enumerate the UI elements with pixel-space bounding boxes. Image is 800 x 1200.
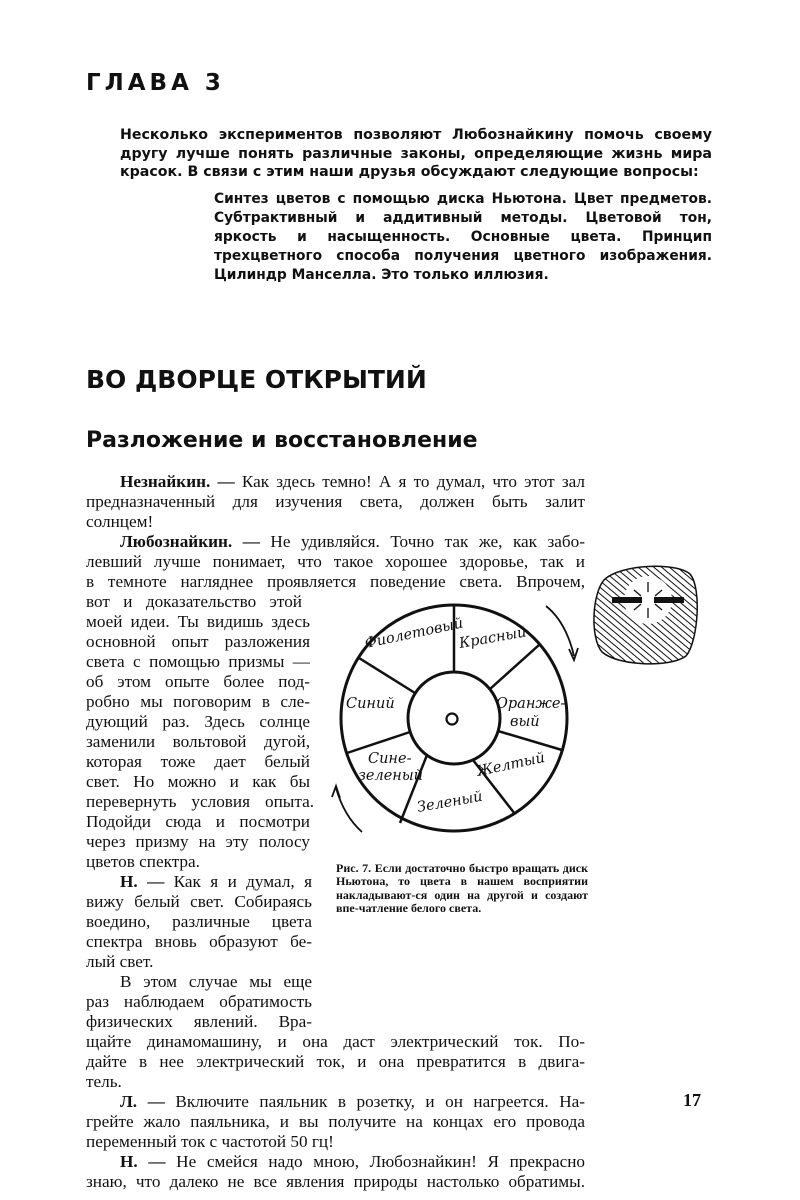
body-line — [120, 1092, 585, 1112]
body-line — [86, 612, 310, 632]
line-text: Как я и думал, я — [164, 872, 313, 891]
body-line — [86, 832, 310, 852]
speaker-name: Любознайкин. — — [120, 532, 260, 551]
body-line — [86, 672, 310, 692]
body-line — [86, 812, 310, 832]
segment-blue-label: Синий — [346, 696, 395, 712]
newton-disc — [326, 600, 586, 860]
body-line — [86, 492, 585, 512]
line-text: Подойди сюда и посмотри — [86, 812, 310, 831]
segment-green-label: Зеленый — [415, 788, 484, 816]
body-line — [86, 1052, 585, 1072]
line-text: спектра вновь образуют бе- — [86, 932, 312, 951]
line-text: воедино, различные цвета — [86, 912, 312, 931]
line-text: В этом случае мы еще — [120, 972, 312, 991]
speaker-name: Л. — — [120, 1092, 165, 1111]
line-text: дующий раз. Здесь солнце — [86, 712, 310, 731]
line-text: об этом опыте более под- — [86, 672, 310, 691]
body-line — [86, 712, 310, 732]
line-text: Включите паяльник в розетку, и он нагреется. На- — [164, 1092, 586, 1111]
segment-yellow-label: Желтый — [475, 749, 547, 780]
chapter-intro: Несколько экспериментов позволяют Любознайкину помочь своему другу лучше понять различные законы, определяющие жизнь мира красок. В связи с этим наши друзья обсуждают следующие вопросы: — [120, 127, 712, 180]
figure-caption: Рис. 7. Если достаточно быстро вращать диск Ньютона, то цвета в нашем восприятии накладывают-ся один на другой и создают впе-чатление белого света. — [336, 861, 588, 916]
line-text: Не удивляйся. Точно так же, как забо- — [259, 532, 585, 551]
body-line — [120, 472, 585, 492]
body-line — [86, 632, 310, 652]
body-line — [86, 1032, 585, 1052]
line-text: заменили вольтовой дугой, — [86, 732, 310, 751]
body-line — [86, 1172, 585, 1192]
line-text: лый свет. — [86, 952, 154, 971]
segment-bluegreen-label-2: зеленый — [358, 768, 424, 784]
chapter-title: ГЛАВА 3 — [86, 70, 225, 96]
rotation-arrow-top — [546, 606, 574, 656]
line-text: через призму на эту полосу — [86, 832, 310, 851]
body-line — [120, 872, 312, 892]
line-text: Не смейся надо мною, Любознайкин! Я прекрасно — [165, 1152, 585, 1171]
line-text: переменный ток с частотой 50 гц! — [86, 1132, 334, 1151]
body-line — [86, 592, 302, 612]
line-text: грейте жало паяльника, и вы получите на концах его провода — [86, 1112, 585, 1131]
body-line — [86, 652, 310, 672]
section-title: ВО ДВОРЦЕ ОТКРЫТИЙ — [86, 365, 427, 394]
segment-red-label: Красный — [457, 624, 528, 652]
line-text: свет. Но можно и как бы — [86, 772, 310, 791]
line-text: левший лучше понимает, что такое хорошее здоровье, так и — [86, 552, 585, 571]
body-line — [86, 992, 312, 1012]
body-line — [86, 772, 310, 792]
line-text: вот и доказательство этой — [86, 592, 302, 611]
line-text: вижу белый свет. Собираясь — [86, 892, 312, 911]
line-text: в темноте нагляднее проявляется поведение света. Впрочем, — [86, 572, 585, 591]
body-line — [120, 532, 585, 552]
line-text: цветов спектра. — [86, 852, 200, 871]
line-text: которая тоже дает белый — [86, 752, 310, 771]
line-text: дайте в нее электрический ток, и она превратится в двига- — [86, 1052, 585, 1071]
segment-violet-label: Фиолетовый — [363, 615, 465, 652]
body-line — [86, 912, 312, 932]
body-line — [86, 932, 312, 952]
body-line — [86, 1132, 366, 1152]
line-text: раз наблюдаем обратимость — [86, 992, 312, 1011]
segment-bluegreen-label-1: Сине- — [368, 751, 412, 767]
newton-disc-figure — [326, 600, 586, 860]
disc-center-mark — [447, 714, 458, 725]
body-line — [86, 792, 314, 812]
chapter-topics: Синтез цветов с помощью диска Ньютона. Цвет предметов. Субтрактивный и аддитивный методы. Цветовой тон, яркость и насыщенность. Основные цвета. Принцип трехцветного способа получения цветного изображения. Цилиндр Манселла. Это только иллюзия. — [214, 191, 712, 283]
light-source-illustration — [590, 560, 700, 670]
body-line — [120, 1152, 585, 1172]
body-line — [86, 572, 585, 592]
body-line — [86, 1012, 312, 1032]
speaker-name: Н. — — [120, 872, 165, 891]
line-text: солнцем! — [86, 512, 154, 531]
body-line — [86, 692, 310, 712]
body-line — [86, 732, 310, 752]
line-text: моей идеи. Ты видишь здесь — [86, 612, 310, 631]
line-text: физических явлений. Вра- — [86, 1012, 312, 1031]
body-line — [86, 552, 585, 572]
body-line — [86, 752, 310, 772]
body-line — [86, 952, 166, 972]
page-number: 17 — [683, 1090, 701, 1110]
body-line — [86, 852, 216, 872]
line-text: света с помощью призмы — — [86, 652, 310, 671]
speaker-name: Н. — — [120, 1152, 166, 1171]
line-text: перевернуть условия опыта. — [86, 792, 314, 811]
rotation-arrow-bottom — [336, 788, 362, 832]
subsection-title: Разложение и восстановление — [86, 428, 478, 453]
line-text: знаю, что далеко не все явления природы настолько обратимы. — [86, 1172, 585, 1191]
body-line — [86, 892, 312, 912]
line-text: основной опыт разложения — [86, 632, 310, 651]
line-text: тель. — [86, 1072, 122, 1091]
body-line — [86, 1112, 585, 1132]
line-text: робно мы поговорим в сле- — [86, 692, 310, 711]
line-text: Как здесь темно! А я то думал, что этот зал — [234, 472, 585, 491]
line-text: предназначенный для изучения света, должен быть залит — [86, 492, 585, 511]
segment-orange-label-2: вый — [510, 714, 540, 730]
body-line — [86, 512, 166, 532]
body-line — [86, 1072, 136, 1092]
speaker-name: Незнайкин. — — [120, 472, 235, 491]
segment-orange-label-1: Оранже- — [496, 696, 566, 712]
body-line — [120, 972, 312, 992]
line-text: щайте динамомашину, и она даст электрический ток. По- — [86, 1032, 585, 1051]
